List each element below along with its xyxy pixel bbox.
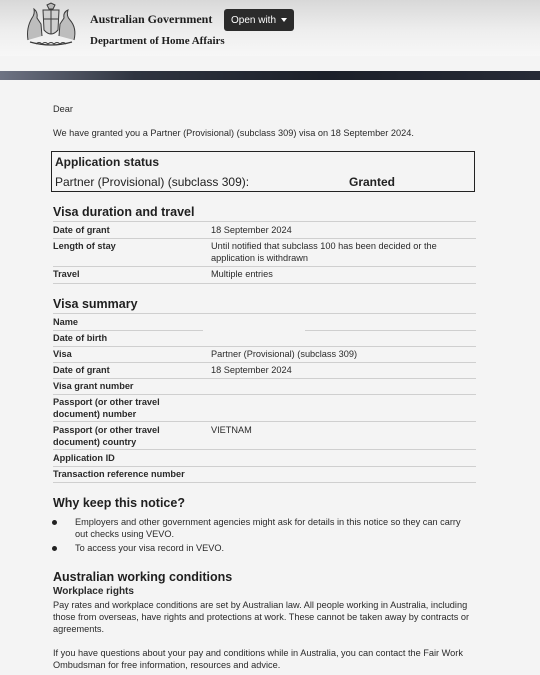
row-key: Length of stay [53, 241, 116, 251]
row-value: 18 September 2024 [211, 225, 292, 235]
row-value: Until notified that subclass 100 has been decided or the application is withdrawn [211, 241, 437, 263]
divider [305, 330, 476, 331]
divider [53, 221, 476, 222]
divider [53, 238, 476, 239]
open-with-button[interactable] [224, 9, 294, 31]
department-name: Department of Home Affairs [90, 35, 225, 47]
divider [53, 313, 476, 314]
workplace-rights-subheading: Workplace rights [53, 586, 134, 597]
divider [53, 449, 476, 450]
row-value: VIETNAM [211, 425, 252, 435]
divider [53, 394, 476, 395]
bullet-icon [52, 520, 57, 525]
status-heading: Application status [55, 155, 160, 169]
status-badge: Granted [349, 175, 396, 189]
row-value: Multiple entries [211, 269, 273, 279]
chevron-down-icon [281, 18, 287, 22]
divider [53, 330, 203, 331]
application-status-box [51, 151, 475, 192]
row-value: 18 September 2024 [211, 365, 292, 375]
row-key: Passport (or other travel document) number [53, 397, 160, 419]
salutation: Dear [53, 104, 73, 114]
grant-intro: We have granted you a Partner (Provisional) (subclass 309) visa on 18 September 2024. [53, 128, 414, 138]
divider [53, 266, 476, 267]
government-name: Australian Government [90, 12, 213, 26]
status-visa-label: Partner (Provisional) (subclass 309): [55, 175, 250, 189]
working-heading: Australian working conditions [53, 570, 233, 584]
row-value: Partner (Provisional) (subclass 309) [211, 349, 358, 359]
row-key: Date of grant [53, 225, 110, 235]
divider [53, 346, 476, 347]
row-key: Date of birth [53, 333, 108, 343]
header-divider-bar [0, 71, 540, 80]
row-key: Passport (or other travel document) country [53, 425, 160, 447]
row-key: Date of grant [53, 365, 110, 375]
document-header [0, 0, 540, 56]
row-key: Visa [53, 349, 72, 359]
divider [53, 482, 476, 483]
divider [53, 378, 476, 379]
divider [53, 362, 476, 363]
coat-of-arms-icon [22, 2, 80, 48]
bullet-icon [52, 546, 57, 551]
row-key: Application ID [53, 453, 115, 463]
row-key: Transaction reference number [53, 469, 185, 479]
divider [53, 421, 476, 422]
row-key: Visa grant number [53, 381, 134, 391]
open-with-label: Open with [230, 14, 277, 26]
summary-heading: Visa summary [53, 297, 138, 311]
row-key: Travel [53, 269, 80, 279]
why-heading: Why keep this notice? [53, 496, 185, 510]
divider [53, 466, 476, 467]
divider [53, 283, 476, 284]
list-item: Employers and other government agencies might ask for details in this notice so they can carry out checks using VEVO. [75, 517, 461, 539]
duration-heading: Visa duration and travel [53, 205, 195, 219]
workplace-rights-paragraph: Pay rates and workplace conditions are set by Australian law. All people working in Australia, including those from overseas, have rights and protections at work. These cannot be taken away by contracts or agreements. [53, 600, 470, 634]
fair-work-paragraph: If you have questions about your pay and conditions while in Australia, you can contact the Fair Work Ombudsman for free information, resources and advice. [53, 648, 463, 670]
list-item: To access your visa record in VEVO. [75, 543, 225, 553]
row-key: Name [53, 317, 79, 327]
